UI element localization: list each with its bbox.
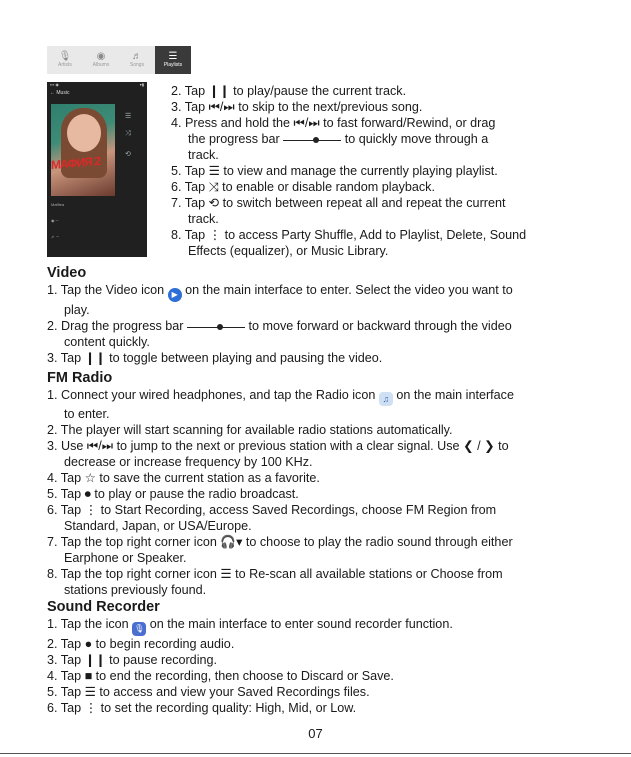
album-row: ♬ ─ <box>51 234 59 239</box>
track-title: Maffiea <box>51 202 65 207</box>
tab-artists[interactable]: 🎙 Artists <box>58 51 72 68</box>
mic-icon: 🎙 <box>132 622 146 636</box>
tab-songs[interactable]: ♬ Songs <box>129 51 145 68</box>
artist-row: ◉ ─ <box>51 218 59 223</box>
music-instructions: 2. Tap ❙❙ to play/pause the current track. 3. Tap ⏮/⏭ to skip to the next/previous song. 4. Press and hold the ⏮/⏭ to fast forward/Rewind, or drag the progress bar to quickly move through a track. 5. Tap ☰ to view and manage the currently playing playlist. 6. Tap ⤨ to enable or disable random playback. 7. Tap ⟲ to switch between repeat all and repeat the current track. 8. Tap ⋮ to access Party Shuffle, Add to Playlist, Delete, Sound Effects (equalizer), or Music Library. <box>171 84 527 258</box>
album-art: МАФИЯ 2 <box>51 104 115 196</box>
album-icon: ◉ <box>96 51 106 62</box>
fm-radio-section: FM Radio 1. Connect your wired headphones, and tap the Radio icon ♫ on the main interface to enter. 2. The player will start scanning for available radio stations automatically. 3. Use ⏮/⏭ to jump to the next or previous station with a clear signal. Use ❮ / ❯ to decrease or increase frequency by 100 KHz. 4. Tap ☆ to save the current station as a favorite. 5. Tap ⏺ to play or pause the radio broadcast. 6. Tap ⋮ to Start Recording, access Saved Recordings, choose FM Region from Standard, Japan, or USA/Europe. 7. Tap the top right corner icon 🎧▾ to choose to play the radio sound through either Earphone or Speaker. 8. Tap the top right corner icon ☰ to Re-scan all available stations or Choose from stations previously found. <box>47 370 514 597</box>
playlist-icon: ☰ <box>168 51 178 62</box>
note-icon: ♬ <box>132 51 142 62</box>
video-section: Video 1. Tap the Video icon ▶ on the main interface to enter. Select the video you want to play. 2. Drag the progress bar to move forward or backward through the video content quickly. 3. Tap ❙❙ to toggle between playing and pausing the video. <box>47 265 513 365</box>
screen-title: ← Music <box>50 90 70 96</box>
sound-recorder-section: Sound Recorder 1. Tap the icon 🎙 on the main interface to enter sound recorder function. 2. Tap ● to begin recording audio. 3. Tap ❙❙ to pause recording. 4. Tap ■ to end the recording, then choose to Discard or Save. 5. Tap ☰ to access and view your Saved Recordings files. 6. Tap ⋮ to set the recording quality: High, Mid, or Low. <box>47 599 453 715</box>
shuffle-icon: ⤨ <box>125 130 131 137</box>
playlist-icon: ☰ <box>125 113 132 120</box>
progress-bar-glyph <box>283 136 341 144</box>
music-tab-bar <box>47 46 191 74</box>
mic-icon: 🎙 <box>58 51 72 62</box>
tab-playlists[interactable]: ☰ Playlists <box>155 46 191 74</box>
fm-heading: FM Radio <box>47 370 113 386</box>
video-icon: ▶ <box>168 288 182 302</box>
footer-rule <box>0 753 631 754</box>
phone-screenshot <box>47 82 147 257</box>
progress-bar-glyph <box>187 323 245 331</box>
radio-icon: ♫ <box>379 392 393 406</box>
tab-albums[interactable]: ◉ Albums <box>92 51 110 68</box>
page-number: 07 <box>308 726 323 741</box>
repeat-icon: ⟲ <box>125 151 131 158</box>
video-heading: Video <box>47 265 87 281</box>
recorder-heading: Sound Recorder <box>47 599 160 615</box>
status-bar: ▪▪▪ ◉ ▾▮ <box>50 82 144 87</box>
